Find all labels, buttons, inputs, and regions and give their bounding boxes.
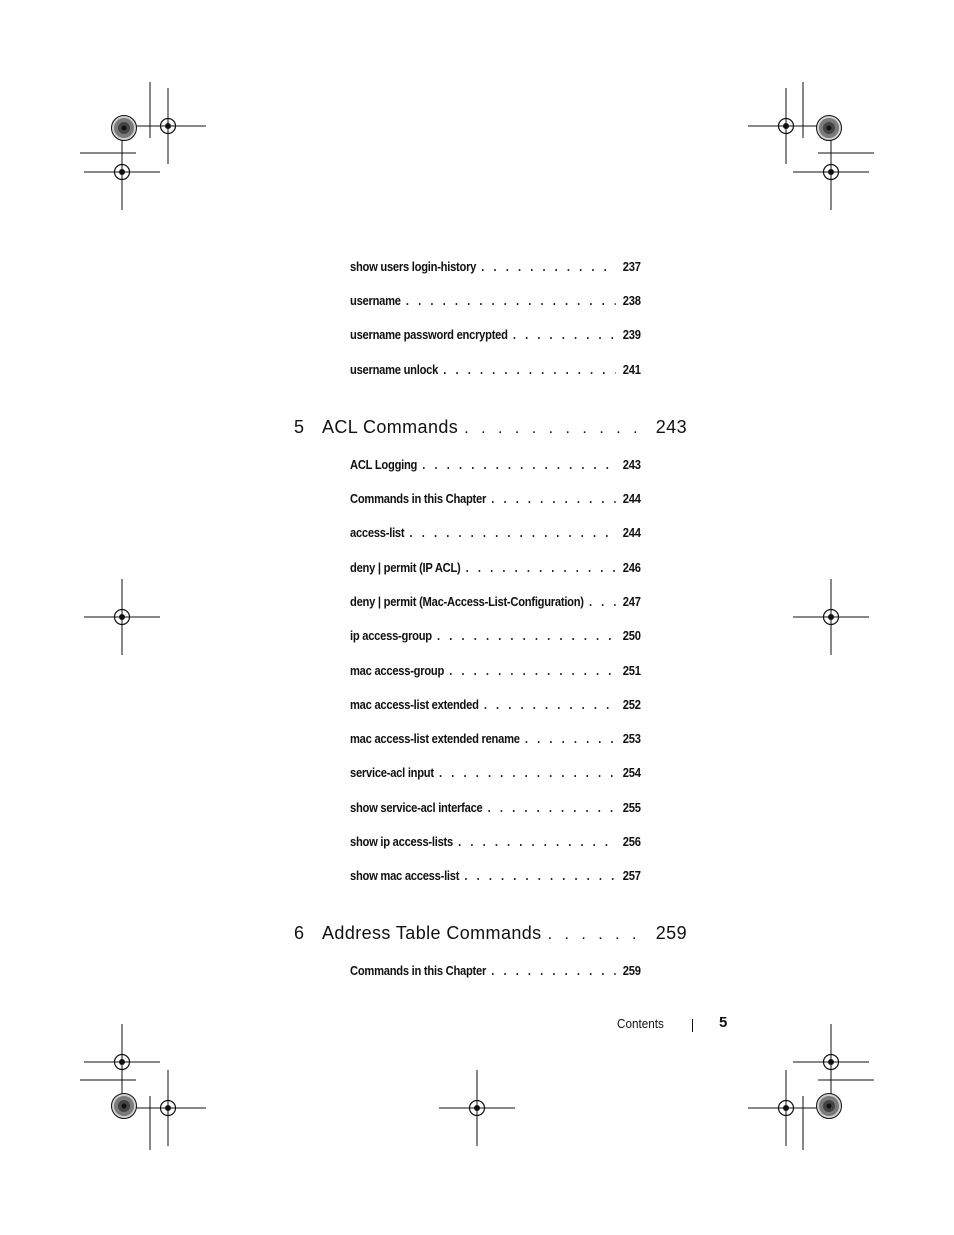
toc-chapter-heading[interactable] <box>294 923 687 949</box>
toc-entry[interactable] <box>350 765 641 785</box>
toc-entry[interactable] <box>350 362 641 382</box>
chapter-number: 5 <box>294 417 305 437</box>
dot-leader <box>589 594 616 609</box>
toc-entry-page: 254 <box>622 765 641 780</box>
toc-entry-title: mac access-group <box>350 663 445 678</box>
chapter-title: ACL Commands <box>322 417 459 437</box>
footer-separator <box>692 1019 693 1032</box>
toc-entry[interactable] <box>350 963 641 983</box>
dot-leader <box>458 834 616 849</box>
toc-entry-page: 256 <box>622 834 641 849</box>
toc-entry-page: 247 <box>622 594 641 609</box>
toc-entry-title: access-list <box>350 525 405 540</box>
dot-leader <box>548 926 644 944</box>
toc-entry[interactable] <box>350 491 641 511</box>
toc-entry[interactable] <box>350 594 641 614</box>
toc-entry-title: username unlock <box>350 362 439 377</box>
toc-entry-title: mac access-list extended <box>350 697 479 712</box>
toc-entry[interactable] <box>350 327 641 347</box>
toc-entry-title: ip access-group <box>350 628 432 643</box>
toc-entry-page: 252 <box>622 697 641 712</box>
toc-entry-page: 259 <box>622 963 641 978</box>
dot-leader <box>513 327 616 342</box>
dot-leader <box>422 457 616 472</box>
dot-leader <box>464 868 616 883</box>
toc-entry-title: show ip access-lists <box>350 834 453 849</box>
dot-leader <box>491 963 616 978</box>
chapter-page: 259 <box>655 923 687 943</box>
toc-entry[interactable] <box>350 628 641 648</box>
dot-leader <box>525 731 616 746</box>
chapter-number: 6 <box>294 923 305 943</box>
toc-entry-title: service-acl input <box>350 765 434 780</box>
dot-leader <box>410 525 616 540</box>
toc-entry[interactable] <box>350 834 641 854</box>
chapter-title: Address Table Commands <box>322 923 542 943</box>
dot-leader <box>439 765 616 780</box>
dot-leader <box>466 560 616 575</box>
dot-leader <box>406 293 616 308</box>
toc-entry-page: 244 <box>622 525 641 540</box>
toc-entry-title: deny | permit (Mac-Access-List-Configuration) <box>350 594 584 609</box>
toc-entry-title: Commands in this Chapter <box>350 963 487 978</box>
toc-chapter-heading[interactable] <box>294 417 687 443</box>
toc-entry-title: username <box>350 293 401 308</box>
dot-leader <box>437 628 616 643</box>
toc-entry[interactable] <box>350 293 641 313</box>
toc-entry-title: mac access-list extended rename <box>350 731 520 746</box>
toc-entry-title: show service-acl interface <box>350 800 483 815</box>
toc-entry-title: Commands in this Chapter <box>350 491 487 506</box>
dot-leader <box>464 420 644 438</box>
toc-entry-title: deny | permit (IP ACL) <box>350 560 461 575</box>
toc-entry-title: username password encrypted <box>350 327 508 342</box>
toc-entry-page: 241 <box>622 362 641 377</box>
toc-entry-title: show users login-history <box>350 259 477 274</box>
toc-entry-page: 257 <box>622 868 641 883</box>
toc-entry[interactable] <box>350 457 641 477</box>
dot-leader <box>484 697 616 712</box>
toc-entry[interactable] <box>350 560 641 580</box>
toc-entry-page: 243 <box>622 457 641 472</box>
toc-entry-page: 239 <box>622 327 641 342</box>
toc-entry-page: 255 <box>622 800 641 815</box>
footer-page-number: 5 <box>719 1014 728 1031</box>
dot-leader <box>443 362 616 377</box>
toc-entry-page: 237 <box>622 259 641 274</box>
dot-leader <box>491 491 616 506</box>
toc-entry[interactable] <box>350 731 641 751</box>
toc-entry-page: 250 <box>622 628 641 643</box>
toc-entry[interactable] <box>350 868 641 888</box>
dot-leader <box>481 259 616 274</box>
toc-entry-title: ACL Logging <box>350 457 418 472</box>
dot-leader <box>488 800 616 815</box>
footer-section-label: Contents <box>617 1016 664 1031</box>
toc-entry[interactable] <box>350 663 641 683</box>
chapter-page: 243 <box>655 417 687 437</box>
toc-entry-page: 253 <box>622 731 641 746</box>
toc-entry-title: show mac access-list <box>350 868 460 883</box>
toc-entry-page: 244 <box>622 491 641 506</box>
toc-entry[interactable] <box>350 259 641 279</box>
dot-leader <box>449 663 616 678</box>
toc-entry-page: 246 <box>622 560 641 575</box>
toc-entry-page: 238 <box>622 293 641 308</box>
toc-entry[interactable] <box>350 800 641 820</box>
toc-entry[interactable] <box>350 525 641 545</box>
toc-entry[interactable] <box>350 697 641 717</box>
toc-entry-page: 251 <box>622 663 641 678</box>
